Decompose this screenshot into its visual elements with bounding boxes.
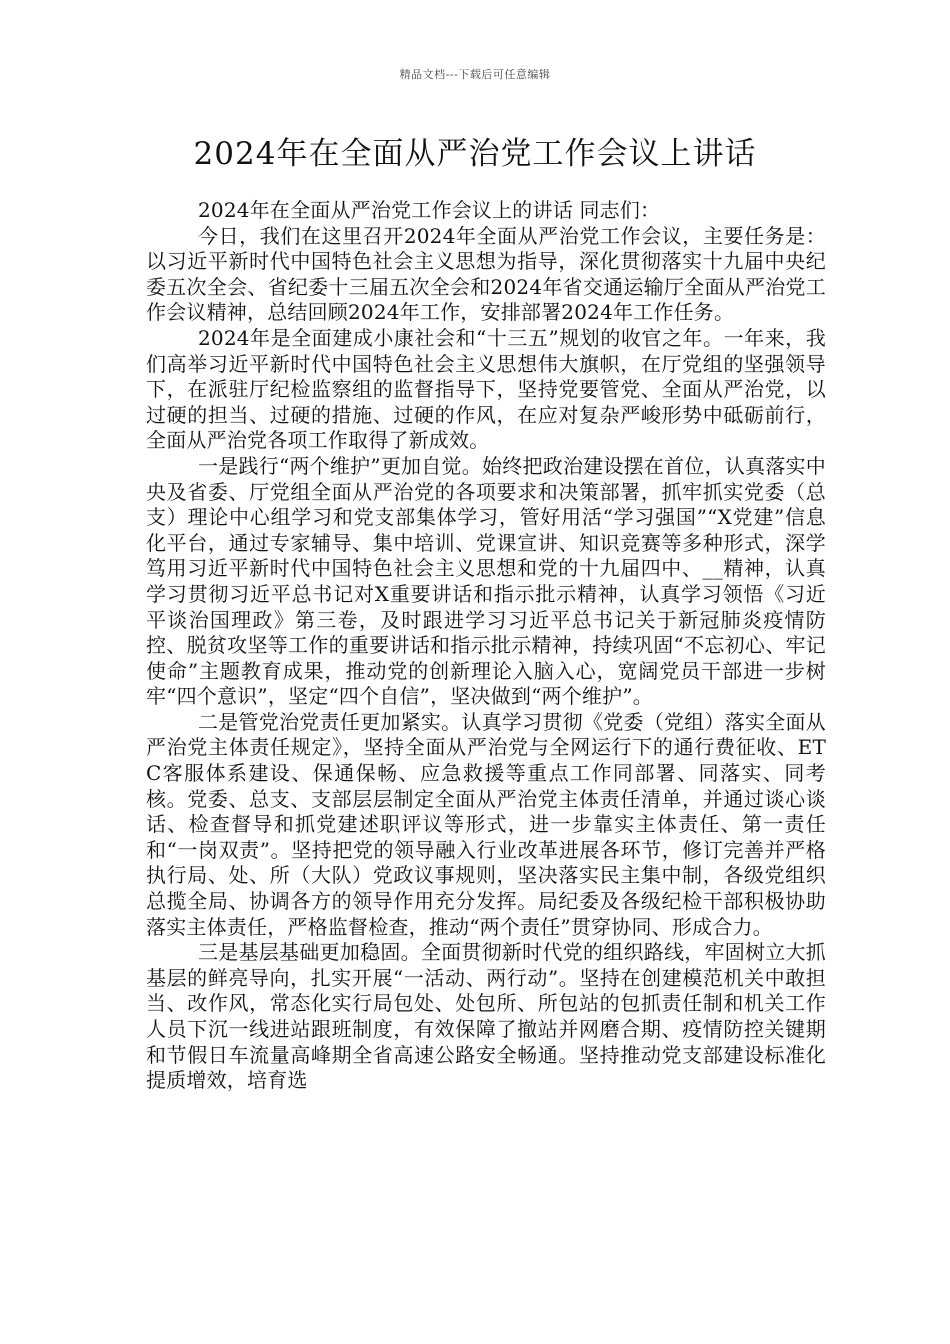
paragraph-point-one: 一是践行“两个维护”更加自觉。始终把政治建设摆在首位，认真落实中央及省委、厅党组全面从严治党的各项要求和决策部署，抓牢抓实党委（总支）理论中心组学习和党支部集体学习，管好用活“学习强国”“X党建”信息化平台，通过专家辅导、集中培训、党课宣讲、知识竞赛等多种形式，深学笃用习近平新时代中国特色社会主义思想和党的十九届四中、__精神，认真学习贯彻习近平总书记对X重要讲话和指示批示精神，认真学习领悟《习近平谈治国理政》第三卷，及时跟进学习习近平总书记关于新冠肺炎疫情防控、脱贫攻坚等工作的重要讲话和指示批示精神，持续巩固“不忘初心、牢记使命”主题教育成果，推动党的创新理论入脑入心，宽阔党员干部进一步树牢“四个意识”，坚定“四个自信”，坚决做到“两个维护”。: [146, 453, 826, 709]
header-note: 精品文档---下载后可任意编辑: [399, 68, 551, 81]
document-title: 2024年在全面从严治党工作会议上讲话: [193, 136, 757, 172]
paragraph-point-two: 二是管党治党责任更加紧实。认真学习贯彻《党委（党组）落实全面从严治党主体责任规定》，坚持全面从严治党与全网运行下的通行费征收、ETC客服体系建设、保通保畅、应急救援等重点工作同部署、同落实、同考核。党委、总支、支部层层制定全面从严治党主体责任清单，并通过谈心谈话、检查督导和抓党建述职评议等形式，进一步靠实主体责任、第一责任和“一岗双责”。坚持把党的领导融入行业改革进展各环节，修订完善并严格执行局、处、所（大队）党政议事规则，坚决落实民主集中制，各级党组织总揽全局、协调各方的领导作用充分发挥。局纪委及各级纪检干部积极协助落实主体责任，严格监督检查，推动“两个责任”贯穿协同、形成合力。: [146, 709, 826, 939]
paragraph-greeting: 2024年在全面从严治党工作会议上的讲话 同志们：: [198, 198, 661, 222]
paragraph-intro: 今日，我们在这里召开2024年全面从严治党工作会议，主要任务是：以习近平新时代中国特色社会主义思想为指导，深化贯彻落实十九届中央纪委五次全会、省纪委十三届五次全会和2024年省交通运输厅全面从严治党工作会议精神，总结回顾2024年工作，安排部署2024年工作任务。: [146, 223, 826, 325]
document-body: [146, 198, 826, 1094]
paragraph-review: 2024年是全面建成小康社会和“十三五”规划的收官之年。一年来，我们高举习近平新时代中国特色社会主义思想伟大旗帜，在厅党组的坚强领导下，在派驻厅纪检监察组的监督指导下，坚持党要管党、全面从严治党，以过硬的担当、过硬的措施、过硬的作风，在应对复杂严峻形势中砥砺前行，全面从严治党各项工作取得了新成效。: [146, 325, 826, 453]
paragraph-point-three: 三是基层基础更加稳固。全面贯彻新时代党的组织路线，牢固树立大抓基层的鲜亮导向，扎实开展“一活动、两行动”。坚持在创建模范机关中敢担当、改作风，常态化实行局包处、处包所、所包站的包抓责任制和机关工作人员下沉一线进站跟班制度，有效保障了撤站并网磨合期、疫情防控关键期和节假日车流量高峰期全省高速公路安全畅通。坚持推动党支部建设标准化提质增效，培育选: [146, 940, 826, 1093]
